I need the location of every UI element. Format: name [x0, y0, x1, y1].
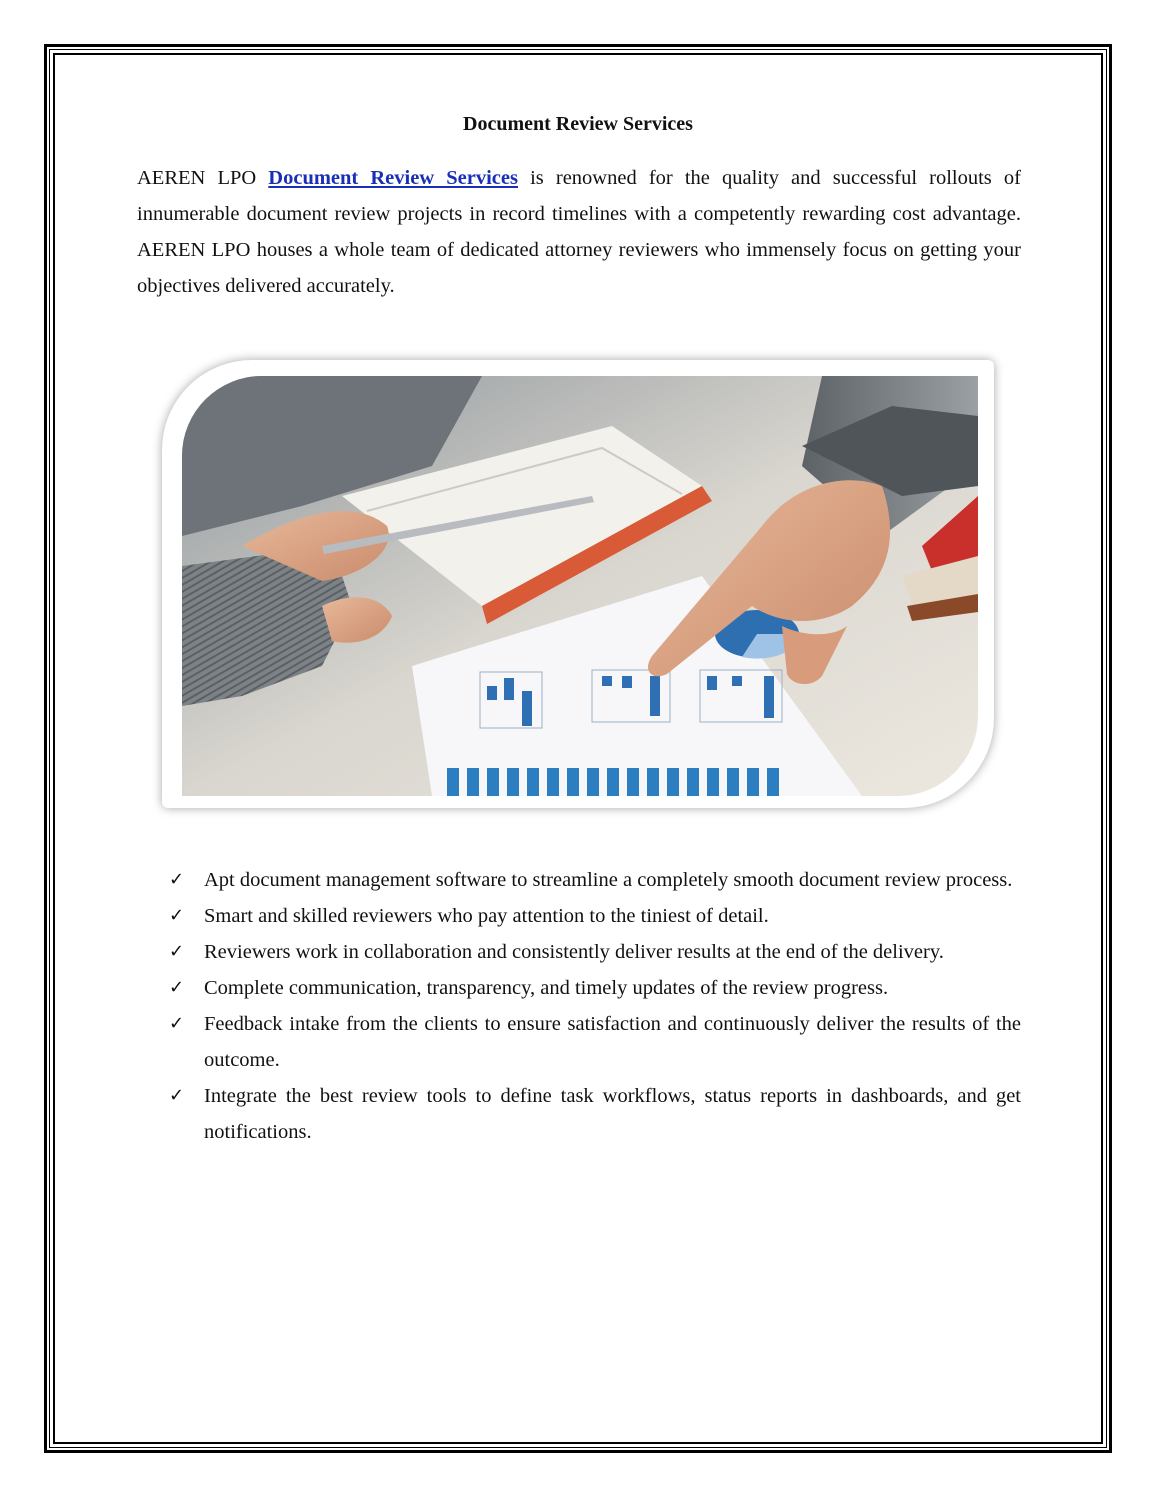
intro-lead: AEREN LPO	[137, 167, 269, 189]
list-item	[169, 934, 1021, 970]
list-item-text: Complete communication, transparency, and timely updates of the review progress.	[204, 977, 889, 999]
list-item-text: Smart and skilled reviewers who pay attention to the tiniest of detail.	[204, 905, 769, 927]
check-mark-icon: ✓	[169, 905, 185, 926]
intro-rest: is renowned for the quality and successful rollouts of innumerable document review projects in record timelines with a competently rewarding cost advantage. AEREN LPO houses a whole team of dedicated attorney reviewers who immensely focus on getting your objectives delivered accurately.	[137, 167, 1021, 297]
page-title: Document Review Services	[463, 113, 693, 135]
list-item-text: Integrate the best review tools to define task workflows, status reports in dashboards, and get notifications.	[204, 1085, 1021, 1143]
list-item	[169, 1078, 1021, 1150]
list-item	[169, 898, 1021, 934]
list-item	[169, 862, 1021, 898]
check-mark-icon: ✓	[169, 977, 185, 998]
feature-list	[169, 862, 1021, 1150]
list-item	[169, 1006, 1021, 1078]
document-review-services-link[interactable]: Document Review Services	[268, 167, 518, 189]
check-mark-icon: ✓	[169, 1013, 185, 1034]
check-mark-icon: ✓	[169, 941, 185, 962]
list-item-text: Reviewers work in collaboration and consistently deliver results at the end of the delivery.	[204, 941, 944, 963]
list-item-text: Feedback intake from the clients to ensure satisfaction and continuously deliver the results of the outcome.	[204, 1013, 1021, 1071]
check-mark-icon: ✓	[169, 869, 185, 890]
intro-paragraph	[137, 160, 1021, 304]
business-meeting-photo	[182, 376, 978, 796]
list-item-text: Apt document management software to streamline a completely smooth document review process.	[204, 869, 1013, 891]
list-item	[169, 970, 1021, 1006]
photo-frame	[162, 360, 994, 808]
check-mark-icon: ✓	[169, 1085, 185, 1106]
